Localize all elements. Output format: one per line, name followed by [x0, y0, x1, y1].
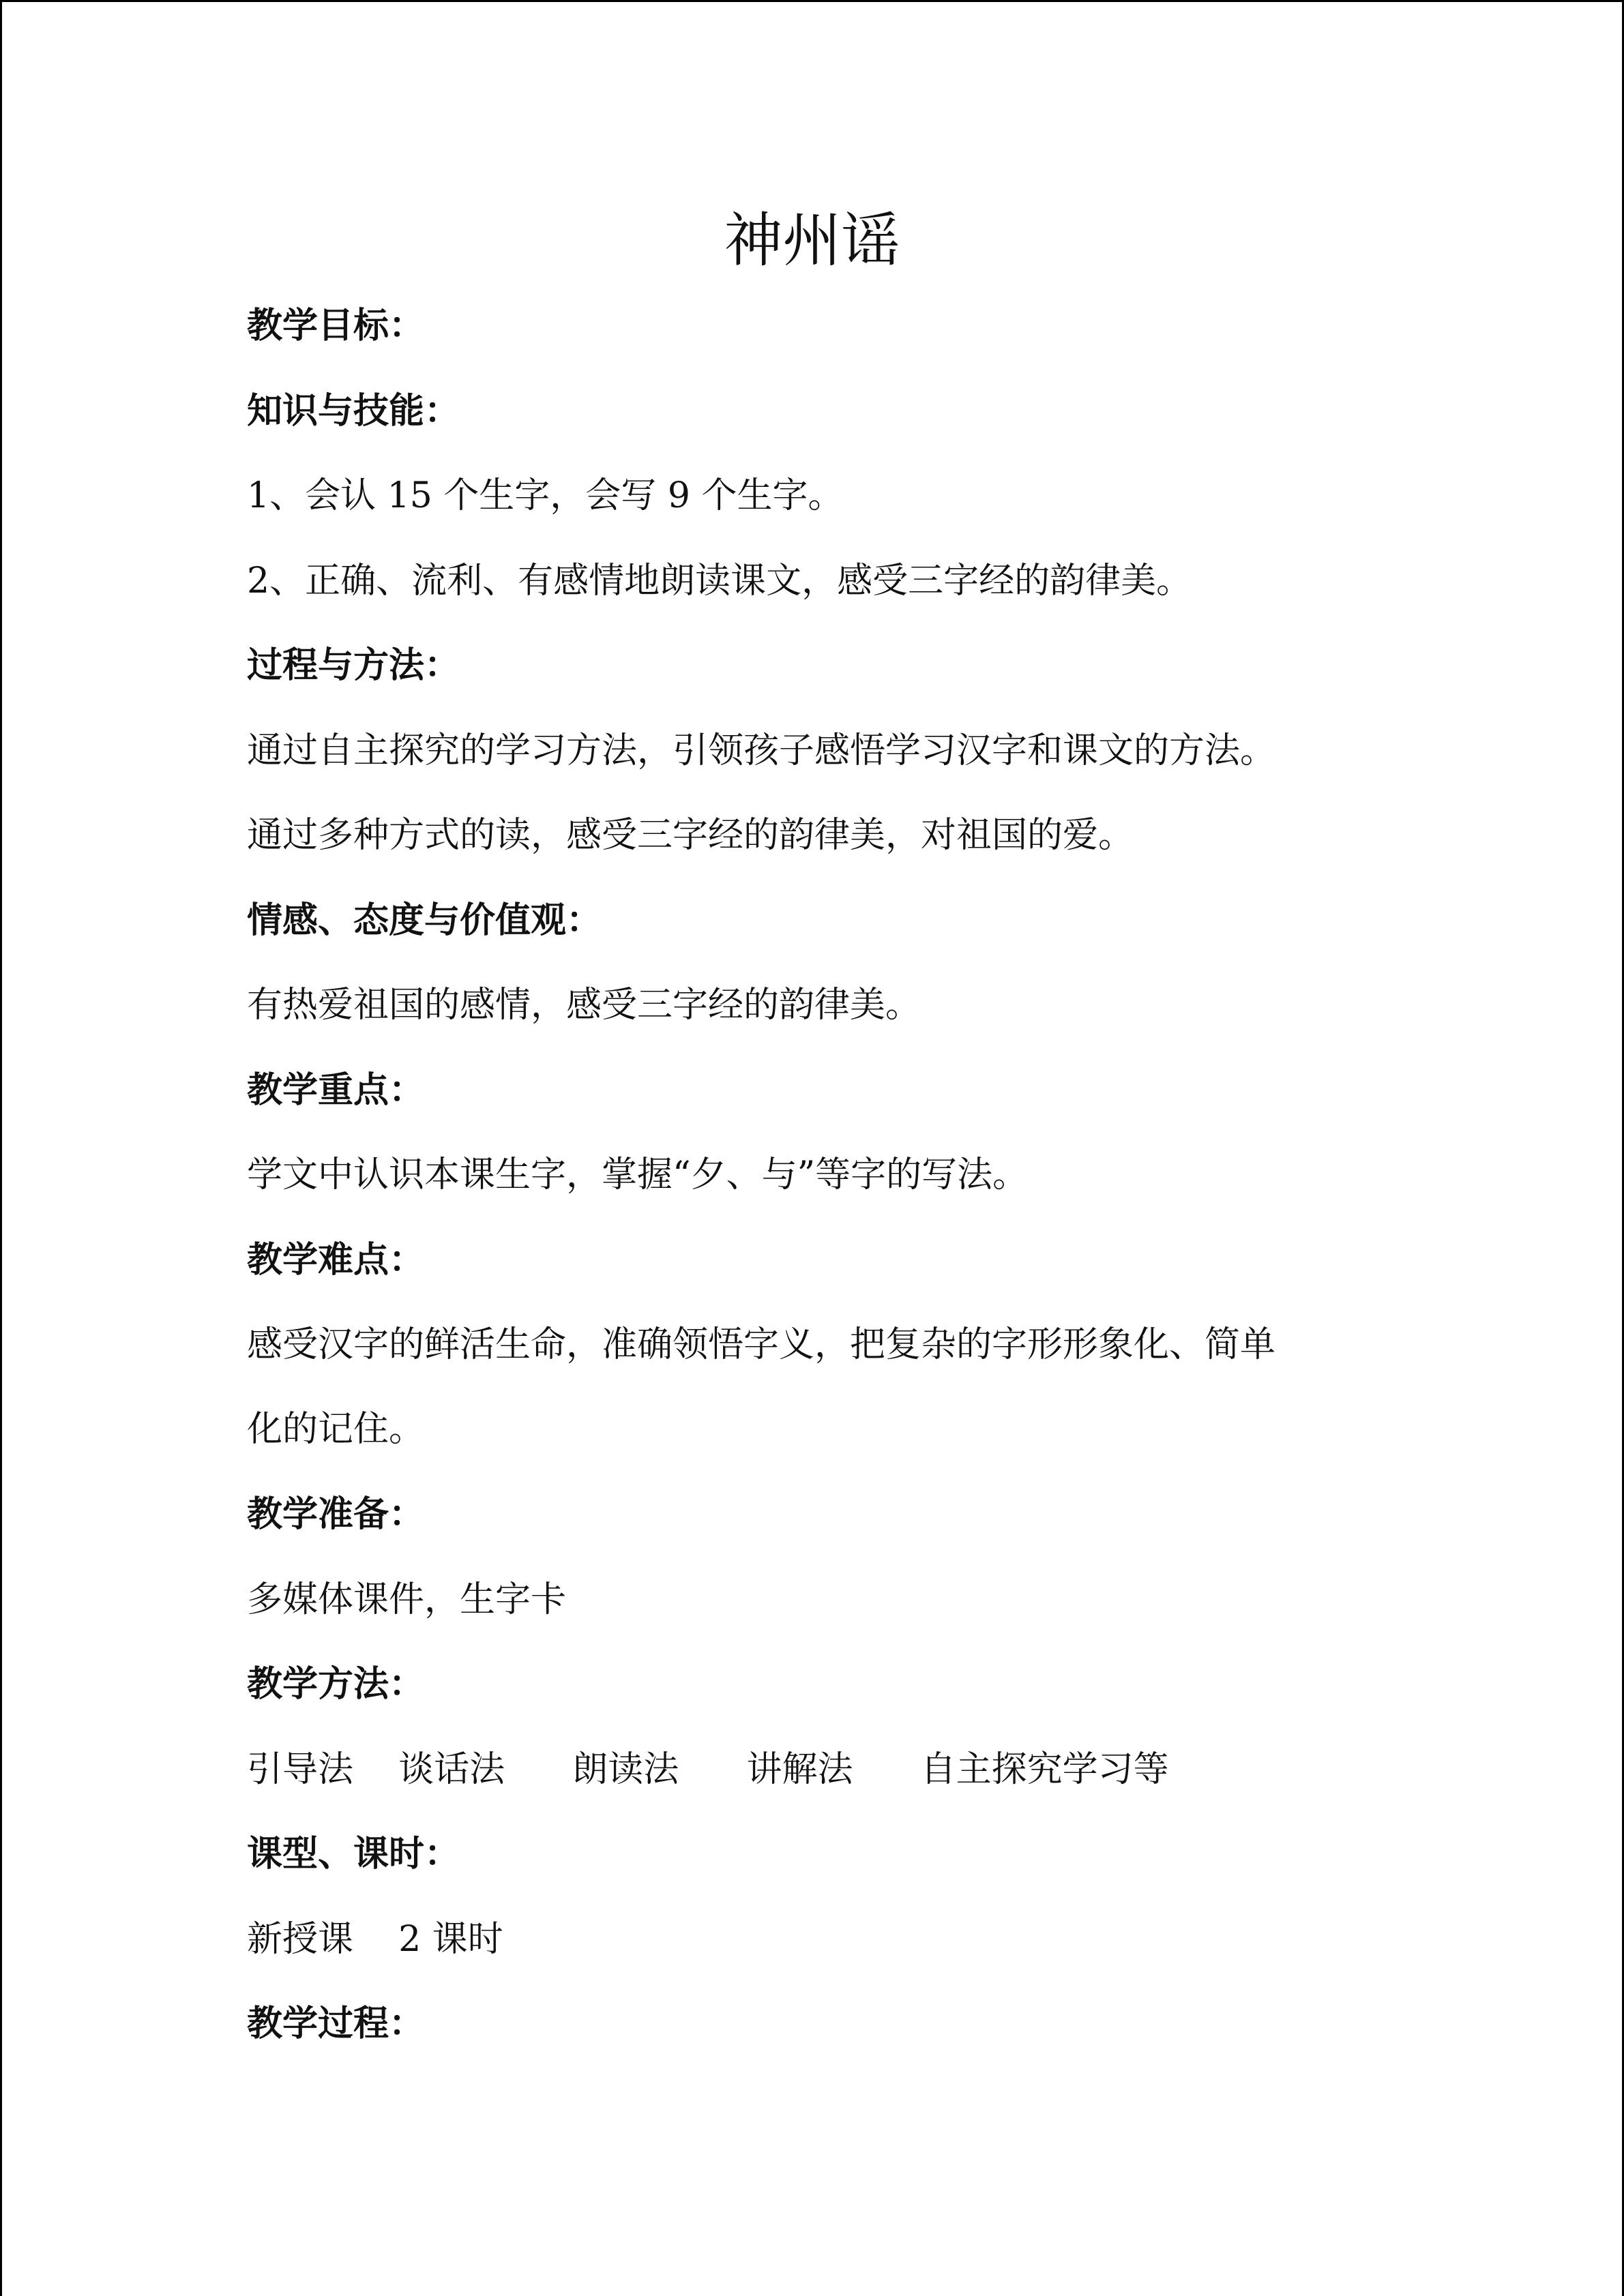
page-border-top — [0, 0, 1624, 2]
method-heading: 教学方法： — [247, 1663, 425, 1705]
difficulty-heading: 教学难点： — [247, 1239, 425, 1281]
emotion-heading: 情感、态度与价值观： — [247, 899, 602, 941]
process-heading: 过程与方法： — [247, 644, 460, 686]
process-item-1: 通过自主探究的学习方法，引领孩子感悟学习汉字和课文的方法。 — [247, 730, 1276, 771]
difficulty-item-line-2: 化的记住。 — [247, 1409, 425, 1450]
procedure-heading: 教学过程： — [247, 2003, 425, 2044]
knowledge-item-2: 2、正确、流利、有感情地朗读课文，感受三字经的韵律美。 — [247, 561, 1192, 601]
page-border-left — [0, 0, 2, 2296]
preparation-item-1: 多媒体课件，生字卡 — [247, 1579, 567, 1620]
emotion-item-1: 有热爱祖国的感情，感受三字经的韵律美。 — [247, 985, 921, 1026]
knowledge-item-1: 1、会认 15 个生字，会写 9 个生字。 — [247, 475, 844, 516]
document-title: 神州谣 — [724, 207, 900, 275]
key-point-item-1: 学文中认识本课生字，掌握“夕、与”等字的写法。 — [247, 1154, 1029, 1195]
process-item-2: 通过多种方式的读，感受三字经的韵律美，对祖国的爱。 — [247, 815, 1134, 856]
lesson-type-heading: 课型、课时： — [247, 1833, 460, 1875]
goals-heading: 教学目标： — [247, 305, 425, 346]
key-point-heading: 教学重点： — [247, 1069, 425, 1111]
preparation-heading: 教学准备： — [247, 1493, 425, 1535]
knowledge-heading: 知识与技能： — [247, 390, 460, 432]
difficulty-item-line-1: 感受汉字的鲜活生命，准确领悟字义，把复杂的字形形象化、简单 — [247, 1324, 1276, 1365]
lesson-type-item-1: 新授课 2 课时 — [247, 1919, 503, 1960]
method-item-1: 引导法 谈话法 朗读法 讲解法 自主探究学习等 — [247, 1749, 1169, 1790]
